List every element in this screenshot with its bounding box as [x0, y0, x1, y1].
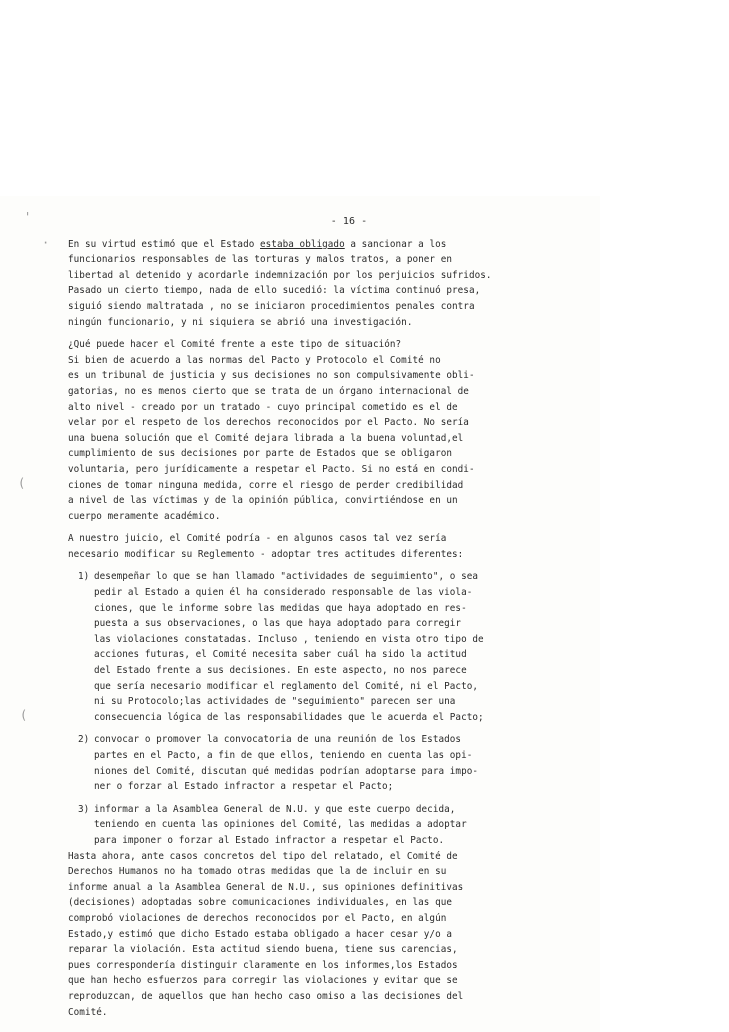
text-line: que sería necesario modificar el reglamento del Comité, ni el Pacto, [94, 680, 479, 692]
text-line: libertad al detenido y acordarle indemnización por los perjuicios sufridos. [68, 269, 492, 281]
scan-mark: ( [18, 476, 26, 490]
text-line: Derechos Humanos no ha tomado otras medidas que la de incluir en su [68, 866, 447, 878]
text-line: teniendo en cuenta las opiniones del Comité, las medidas a adoptar [94, 819, 467, 831]
list-item [68, 802, 558, 849]
text-line: es un tribunal de justicia y sus decisiones no son compulsivamente obli- [68, 370, 475, 382]
scan-mark: ' [24, 210, 32, 224]
text-line: comprobó violaciones de derechos reconocidos por el Pacto, en algún [68, 912, 447, 924]
list-number: 1) [78, 571, 90, 583]
text-line: ciones, que le informe sobre las medidas que haya adoptado en res- [94, 602, 467, 614]
paragraph-1 [68, 237, 558, 331]
scan-mark: · [42, 236, 50, 250]
text-line: velar por el respeto de los derechos reconocidos por el Pacto. No sería [68, 417, 469, 429]
text-line: alto nivel - creado por un tratado - cuyo principal cometido es el de [68, 401, 458, 413]
text-line: acciones futuras, el Comité necesita saber cuál ha sido la actitud [94, 649, 467, 661]
text-line: informar a la Asamblea General de N.U. y que este cuerpo decida, [94, 803, 456, 815]
text-line: a nivel de las víctimas y de la opinión pública, convirtiéndose en un [68, 495, 458, 507]
scan-mark: ( [20, 708, 28, 722]
text-line: para imponer o forzar al Estado infractor a respetar el Pacto. [94, 834, 445, 846]
page-number: - 16 - [330, 216, 368, 227]
text-line: consecuencia lógica de las responsabilidades que le acuerda el Pacto; [94, 711, 484, 723]
text-line: necesario modificar su Reglemento - adoptar tres actitudes diferentes: [68, 548, 464, 560]
text-line: reproduzcan, de aquellos que han hecho caso omiso a las decisiones del [68, 990, 464, 1002]
paragraph-2 [68, 337, 558, 524]
text-line: cuerpo meramente académico. [68, 510, 221, 522]
text-line: siguió siendo maltratada , no se iniciaron procedimientos penales contra [68, 300, 475, 312]
text-line: Comité. [68, 1006, 108, 1018]
text-line: ¿Qué puede hacer el Comité frente a este tipo de situación? [68, 339, 402, 351]
text-line: gatorias, no es menos cierto que se trata de un órgano internacional de [68, 385, 469, 397]
text-line: niones del Comité, discutan qué medidas podrían adoptarse para impo- [94, 765, 479, 777]
text-line: informe anual a la Asamblea General de N.U., sus opiniones definitivas [68, 881, 464, 893]
text-line: Estado,y estimó que dicho Estado estaba obligado a hacer cesar y/o a [68, 928, 453, 940]
text-line: pedir al Estado a quien él ha considerado responsable de las viola- [94, 587, 473, 599]
text-line: ningún funcionario, y ni siquiera se abrió una investigación. [68, 316, 413, 328]
text-line: cumplimiento de sus decisiones por parte de Estados que se obligaron [68, 448, 453, 460]
text-line: puesta a sus observaciones, o las que haya adoptado para corregir [94, 618, 462, 630]
list-number: 2) [78, 734, 90, 746]
text-line: ner o forzar al Estado infractor a respetar el Pacto; [94, 781, 394, 793]
text-line: desempeñar lo que se han llamado "actividades de seguimiento", o sea [94, 571, 479, 583]
text-line: En su virtud estimó que el Estado estaba obligado a sancionar a los [68, 238, 447, 250]
text-line: pues correspondería distinguir claramente en los informes,los Estados [68, 959, 458, 971]
list-item [68, 732, 558, 794]
text-line: que han hecho esfuerzos para corregir las violaciones y evitar que se [68, 975, 458, 987]
document-body [68, 214, 558, 1020]
text-line: convocar o promover la convocatoria de una reunión de los Estados [94, 734, 462, 746]
list-item [68, 569, 558, 725]
text-line: Hasta ahora, ante casos concretos del tipo del relatado, el Comité de [68, 850, 458, 862]
text-line: (decisiones) adoptadas sobre comunicaciones individuales, en las que [68, 897, 453, 909]
text-line: las violaciones constatadas. Incluso , teniendo en vista otro tipo de [94, 633, 484, 645]
paragraph-4 [68, 849, 558, 1021]
text-line: A nuestro juicio, el Comité podría - en algunos casos tal vez sería [68, 533, 447, 545]
text-line: Si bien de acuerdo a las normas del Pacto y Protocolo el Comité no [68, 354, 441, 366]
text-line: funcionarios responsables de las torturas y malos tratos, a poner en [68, 254, 453, 266]
text-line: ciones de tomar ninguna medida, corre el riesgo de perder credibilidad [68, 479, 464, 491]
text-line: ni su Protocolo;las actividades de "seguimiento" parecen ser una [94, 696, 456, 708]
text-line: reparar la violación. Esta actitud siendo buena, tiene sus carencias, [68, 944, 458, 956]
paragraph-3 [68, 531, 558, 562]
list-number: 3) [78, 803, 90, 815]
text-line: una buena solución que el Comité dejara librada a la buena voluntad,el [68, 432, 464, 444]
text-line: Pasado un cierto tiempo, nada de ello sucedió: la víctima continuó presa, [68, 285, 481, 297]
text-line: voluntaria, pero jurídicamente a respetar el Pacto. Si no está en condi- [68, 463, 475, 475]
text-line: partes en el Pacto, a fin de que ellos, teniendo en cuenta las opi- [94, 750, 473, 761]
underlined-phrase: estaba obligado [260, 238, 345, 250]
text-line: del Estado frente a sus decisiones. En este aspecto, no nos parece [94, 665, 467, 677]
